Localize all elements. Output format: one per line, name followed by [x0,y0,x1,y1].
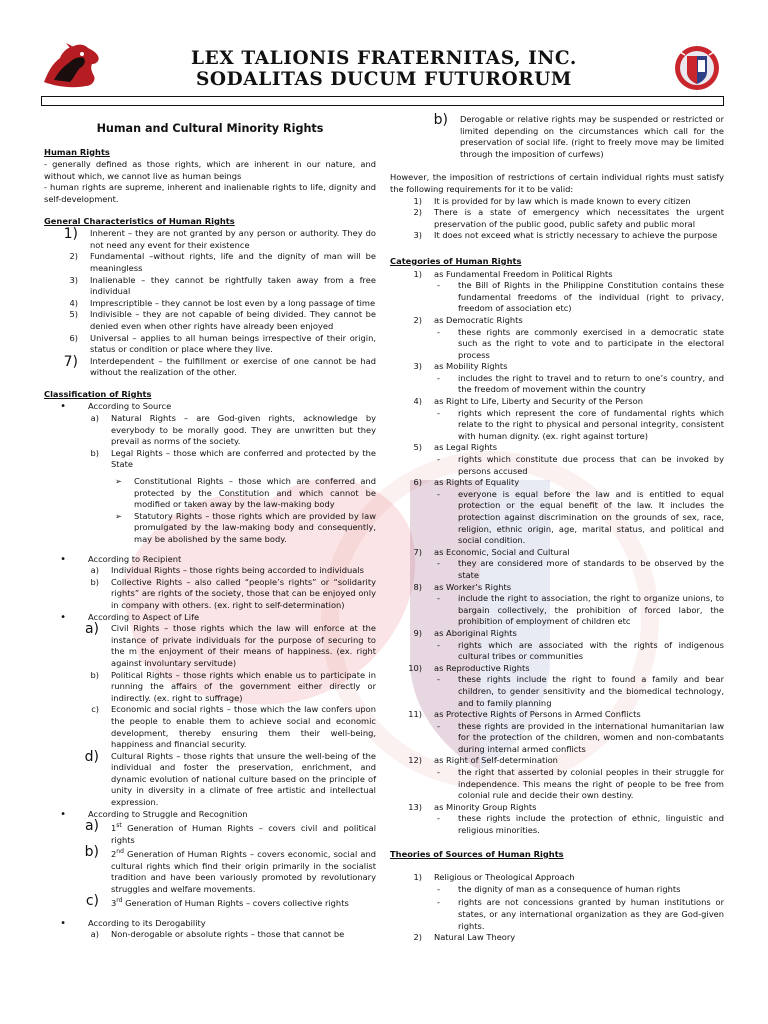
item-number: 12) [408,755,422,766]
item-number: 3) [413,230,422,241]
theory-title: Religious or Theological Approach [434,872,575,883]
organization-motto: SODALITAS DUCUM FUTURORUM [195,69,573,90]
item-number: 4) [413,396,422,407]
item-text: Individual Rights – those rights being accorded to individuals [111,565,364,576]
category-title: as Minority Group Rights [434,801,537,812]
item-number: 2) [413,314,422,325]
item-text: include the right to association, the right to organize unions, to bargain collectively, the prohibition of forced labor, the prohibition of employment of children etc [458,593,724,627]
item-text: Interdependent – the fulfillment or exercise of one cannot be had without the realization of the other. [90,355,376,378]
item-number: 7) [63,353,78,370]
definition-line: - human rights are supreme, inherent and inalienable rights to life, dignity and self-development. [44,182,376,204]
category-description [390,640,724,663]
group-label: According to Struggle and Recognition [88,808,248,819]
document-title: Human and Cultural Minority Rights [96,122,324,135]
item-number: 9) [413,627,422,638]
header-rule [41,96,724,106]
item-letter: a) [84,621,99,638]
item-text: Statutory Rights – those rights which are provided by law promulgated by the law-making body and consequently, may be abolished by the same body. [134,510,376,544]
dash-bullet: - [437,372,440,383]
item-number: 2) [413,207,422,218]
item-letter: a) [90,929,99,940]
characteristic-item [44,275,376,298]
dash-bullet: - [437,407,440,418]
definition-line: - generally defined as those rights, which are inherent in our nature, and without which, we cannot live as human beings [44,159,376,181]
item-text: Collective Rights – also called “people’s rights” or “solidarity rights” are rights of the society, those that can be enjoyed only in company with others. (ex. right to self-determination) [111,576,376,610]
item-text: Indivisible – they are not capable of being divided. They cannot be denied even when other rights have already been enjoyed [90,309,376,331]
category-item [390,802,724,814]
theory-title: Natural Law Theory [434,932,516,943]
item-text: Fundamental –without rights, life and the dignity of man will be meaningless [90,251,376,273]
item-text: Non-derogable or absolute rights – those that cannot be [111,929,345,940]
item-text: the Bill of Rights in the Philippine Constitution contains these fundamental freedoms of the individual (right to privacy, freedom of association etc) [458,280,724,314]
item-number: 3) [69,274,78,285]
item-text: Inalienable – they cannot be rightfully taken away from a free individual [90,274,376,297]
item-letter: a) [90,565,99,576]
item-text: Inherent – they are not granted by any person or authority. They do not need any event for their existence [90,228,376,250]
requirement-item [390,207,724,230]
characteristic-item [44,298,376,310]
sub-item [44,413,376,448]
category-title: as Economic, Social and Cultural [434,546,570,557]
group-label: According to its Derogability [88,917,206,928]
item-text: It is provided for by law which is made known to every citizen [434,195,691,206]
item-text: rights which constitute due process that can be invoked by persons accused [458,454,724,476]
item-text: these rights include the right to found a family and bear children, to gender sensitivity and the biomedical technology, and to family planning [458,674,724,708]
item-text: everyone is equal before the law and is entitled to equal protection or the equal benefit of the law. It includes the protection against discrimination on the grounds of sex, race, religion, ethnic origin, age, marital status, and political and social condition. [458,488,724,546]
item-text: rights which represent the core of fundamental rights which relate to the right to physical and personal integrity, consistent with human dignity. (ex. right against torture) [458,407,724,441]
requirement-item [390,196,724,208]
sub-item [44,929,376,941]
left-column [44,119,376,941]
sub-item [44,895,376,909]
item-number: 11) [408,709,422,720]
item-text: Legal Rights – those which are conferred and protected by the State [111,447,376,470]
sub-item [44,448,376,471]
item-text: includes the right to travel and to return to one’s country, and the freedom of movement within the country [458,372,724,395]
item-text: rights which are associated with the rights of indigenous cultural tribes or communities [458,639,724,662]
item-text: Universal – applies to all human beings irrespective of their origin, status or condition or place where they live. [90,332,376,355]
group-label: According to Source [88,401,172,412]
item-text: 1st Generation of Human Rights – covers civil and political rights [111,822,376,845]
category-description [390,813,724,836]
dash-bullet: - [437,639,440,650]
category-title: as Legal Rights [434,442,498,453]
organization-name: LEX TALIONIS FRATERNITAS, INC. [191,48,577,69]
item-number: 1) [413,195,422,206]
item-letter: b) [90,447,99,458]
item-number: 3) [413,361,422,372]
category-description [390,408,724,443]
group-label: According to Aspect of Life [88,611,200,622]
category-description [390,593,724,628]
category-item [390,547,724,559]
bullet-icon: • [60,808,66,820]
item-text: these rights are commonly exercised in a democratic state such as the right to vote and to participate in the electoral process [458,326,724,360]
section-heading-classification: Classification of Rights [44,388,152,399]
item-number: 2) [413,932,422,943]
sub-item [44,846,376,895]
item-number: 8) [413,581,422,592]
item-number: 10) [408,662,422,673]
item-text: Natural Rights – are God-given rights, acknowledge by everybody to be morally good. They are unwritten but they prevail as norms of the society. [111,413,376,447]
group-label: According to Recipient [88,553,182,564]
category-description [390,767,724,802]
category-item [390,396,724,408]
item-text: the right that asserted by colonial peoples in their struggle for independence. This means the right of people to be free from colonial rule and decide their own destiny. [458,767,724,801]
item-text: 2nd Generation of Human Rights – covers economic, social and cultural rights which find their origin primarily in the socialist tradition and have been variously promoted by revolutionary struggles and welfare movements. [111,848,376,894]
characteristic-item [44,309,376,332]
characteristic-item [44,333,376,356]
sub-item [44,623,376,669]
item-text: they are considered more of standards to be observed by the state [458,558,724,580]
item-letter: c) [85,893,99,910]
section-heading-theories: Theories of Sources of Human Rights [390,848,564,859]
category-description [390,280,724,315]
requirement-item [390,230,724,242]
category-item [390,663,724,675]
category-description [390,327,724,362]
item-number: 4) [69,297,78,308]
category-description [390,454,724,477]
bullet-icon: • [60,401,66,413]
classification-group [44,554,376,566]
dash-bullet: - [437,558,440,569]
category-title: as Worker’s Rights [434,581,512,592]
item-letter: d) [84,748,99,765]
sub-item [44,565,376,577]
dash-bullet: - [437,897,440,908]
item-text: Civil Rights – those rights which the law will enforce at the instance of private individuals for the purpose of securing to the m the enjoyment of their means of happiness. (ex. right against involuntary servitude) [111,623,376,668]
characteristic-item [44,228,376,251]
bullet-icon: • [60,553,66,565]
theory-item [390,872,724,884]
category-title: as Reproductive Rights [434,662,530,673]
category-item [390,755,724,767]
dash-bullet: - [437,767,440,778]
category-item [390,582,724,594]
dash-bullet: - [437,720,440,731]
arrow-bullet-icon: ➢ [115,476,122,487]
category-title: as Rights of Equality [434,477,520,488]
category-title: as Right to Life, Liberty and Security of the Person [434,396,643,407]
category-description [390,558,724,581]
sub-sub-item [44,511,376,546]
dash-bullet: - [437,326,440,337]
item-number: 1) [413,872,422,883]
item-text: 3rd Generation of Human Rights – covers collective rights [111,897,349,909]
section-heading-characteristics: General Characteristics of Human Rights [44,215,235,226]
dash-bullet: - [437,593,440,604]
sub-item [44,748,376,809]
item-text: Constitutional Rights – those which are conferred and protected by the Constitution and which cannot be modified or taken away by the law-making body [134,476,376,510]
classification-group [44,918,376,930]
sub-item [390,114,724,160]
theory-item [390,932,724,944]
sub-item [44,670,376,705]
category-description [390,674,724,709]
item-letter: b) [90,669,99,680]
bullet-icon: • [60,917,66,929]
item-text: the dignity of man as a consequence of human rights [458,883,681,894]
item-text: Political Rights – those rights which enable us to participate in running the affairs of the government either directly or indirectly. (ex. right to suffrage) [111,669,376,703]
category-title: as Mobility Rights [434,361,508,372]
item-letter: b) [90,576,99,587]
category-description [390,489,724,547]
dash-bullet: - [437,488,440,499]
dash-bullet: - [437,813,440,824]
category-item [390,269,724,281]
item-text: Cultural Rights – those rights that unsure the well-being of the individual and foster the preservation, enrichment, and dynamic evolution of national culture based on the principle of unity in diversity in a climate of free artistic and intellectual expression. [111,750,376,808]
category-title: as Right of Self-determination [434,755,558,766]
right-column [390,114,724,944]
theory-detail [390,884,724,896]
dash-bullet: - [437,280,440,291]
item-text: these rights are provided in the international humanitarian law for the protection of the children, women and non-combatants during internal armed conflicts [458,720,724,754]
dash-bullet: - [437,454,440,465]
item-text: Economic and social rights – those which the law confers upon the people to enable them to achieve social and economic development, thereby ensuring them their well-being, happiness and financial security. [111,704,376,750]
arrow-bullet-icon: ➢ [115,510,122,521]
item-number: 5) [413,442,422,453]
category-item [390,315,724,327]
sub-item [44,704,376,750]
item-letter: b) [84,844,99,861]
category-title: as Democratic Rights [434,314,523,325]
item-letter: c) [91,704,99,715]
category-item [390,709,724,721]
sub-sub-item [44,476,376,511]
category-item [390,442,724,454]
dash-bullet: - [437,883,440,894]
category-title: as Protective Rights of Persons in Armed Conflicts [434,709,641,720]
category-title: as Aboriginal Rights [434,627,517,638]
characteristic-item [44,251,376,274]
classification-group [44,401,376,413]
item-number: 1) [63,226,78,243]
categories-list [390,269,724,837]
restriction-intro: However, the imposition of restrictions of certain individual rights must satisfy the following requirements for it to be valid: [390,172,724,194]
item-text: There is a state of emergency which necessitates the urgent preservation of the public good, public safety and public moral [434,207,724,229]
fraternity-seal-icon [672,44,722,92]
item-text: rights are not concessions granted by human institutions or states, or any international organization as they are God-given rights. [458,897,724,931]
category-description [390,721,724,756]
letterhead [0,0,768,100]
characteristic-item [44,353,376,379]
item-text: these rights include the protection of ethnic, linguistic and religious minorities. [458,813,724,836]
item-number: 6) [69,332,78,343]
category-title: as Fundamental Freedom in Political Rights [434,268,613,279]
item-letter: a) [84,818,99,835]
section-heading-human-rights: Human Rights [44,146,110,157]
category-item [390,477,724,489]
item-letter: a) [90,413,99,424]
sub-item [44,577,376,612]
item-text: It does not exceed what is strictly necessary to achieve the purpose [434,230,718,241]
item-number: 1) [413,268,422,279]
category-item [390,361,724,373]
item-number: 5) [69,309,78,320]
item-text: Derogable or relative rights may be suspended or restricted or limited depending on the circumstances which call for the preservation of social life. (right to freely move may be limited through the imposition of curfews) [460,114,724,159]
section-heading-categories: Categories of Human Rights [390,255,522,266]
bullet-icon: • [60,611,66,623]
item-number: 6) [413,477,422,488]
item-number: 2) [69,251,78,262]
theory-detail [390,897,724,932]
item-text: Imprescriptible – they cannot be lost even by a long passage of time [90,297,376,308]
category-description [390,373,724,396]
sub-item [44,820,376,846]
dash-bullet: - [437,674,440,685]
item-letter: b) [433,112,448,128]
item-number: 7) [413,546,422,557]
category-item [390,628,724,640]
item-number: 13) [408,801,422,812]
